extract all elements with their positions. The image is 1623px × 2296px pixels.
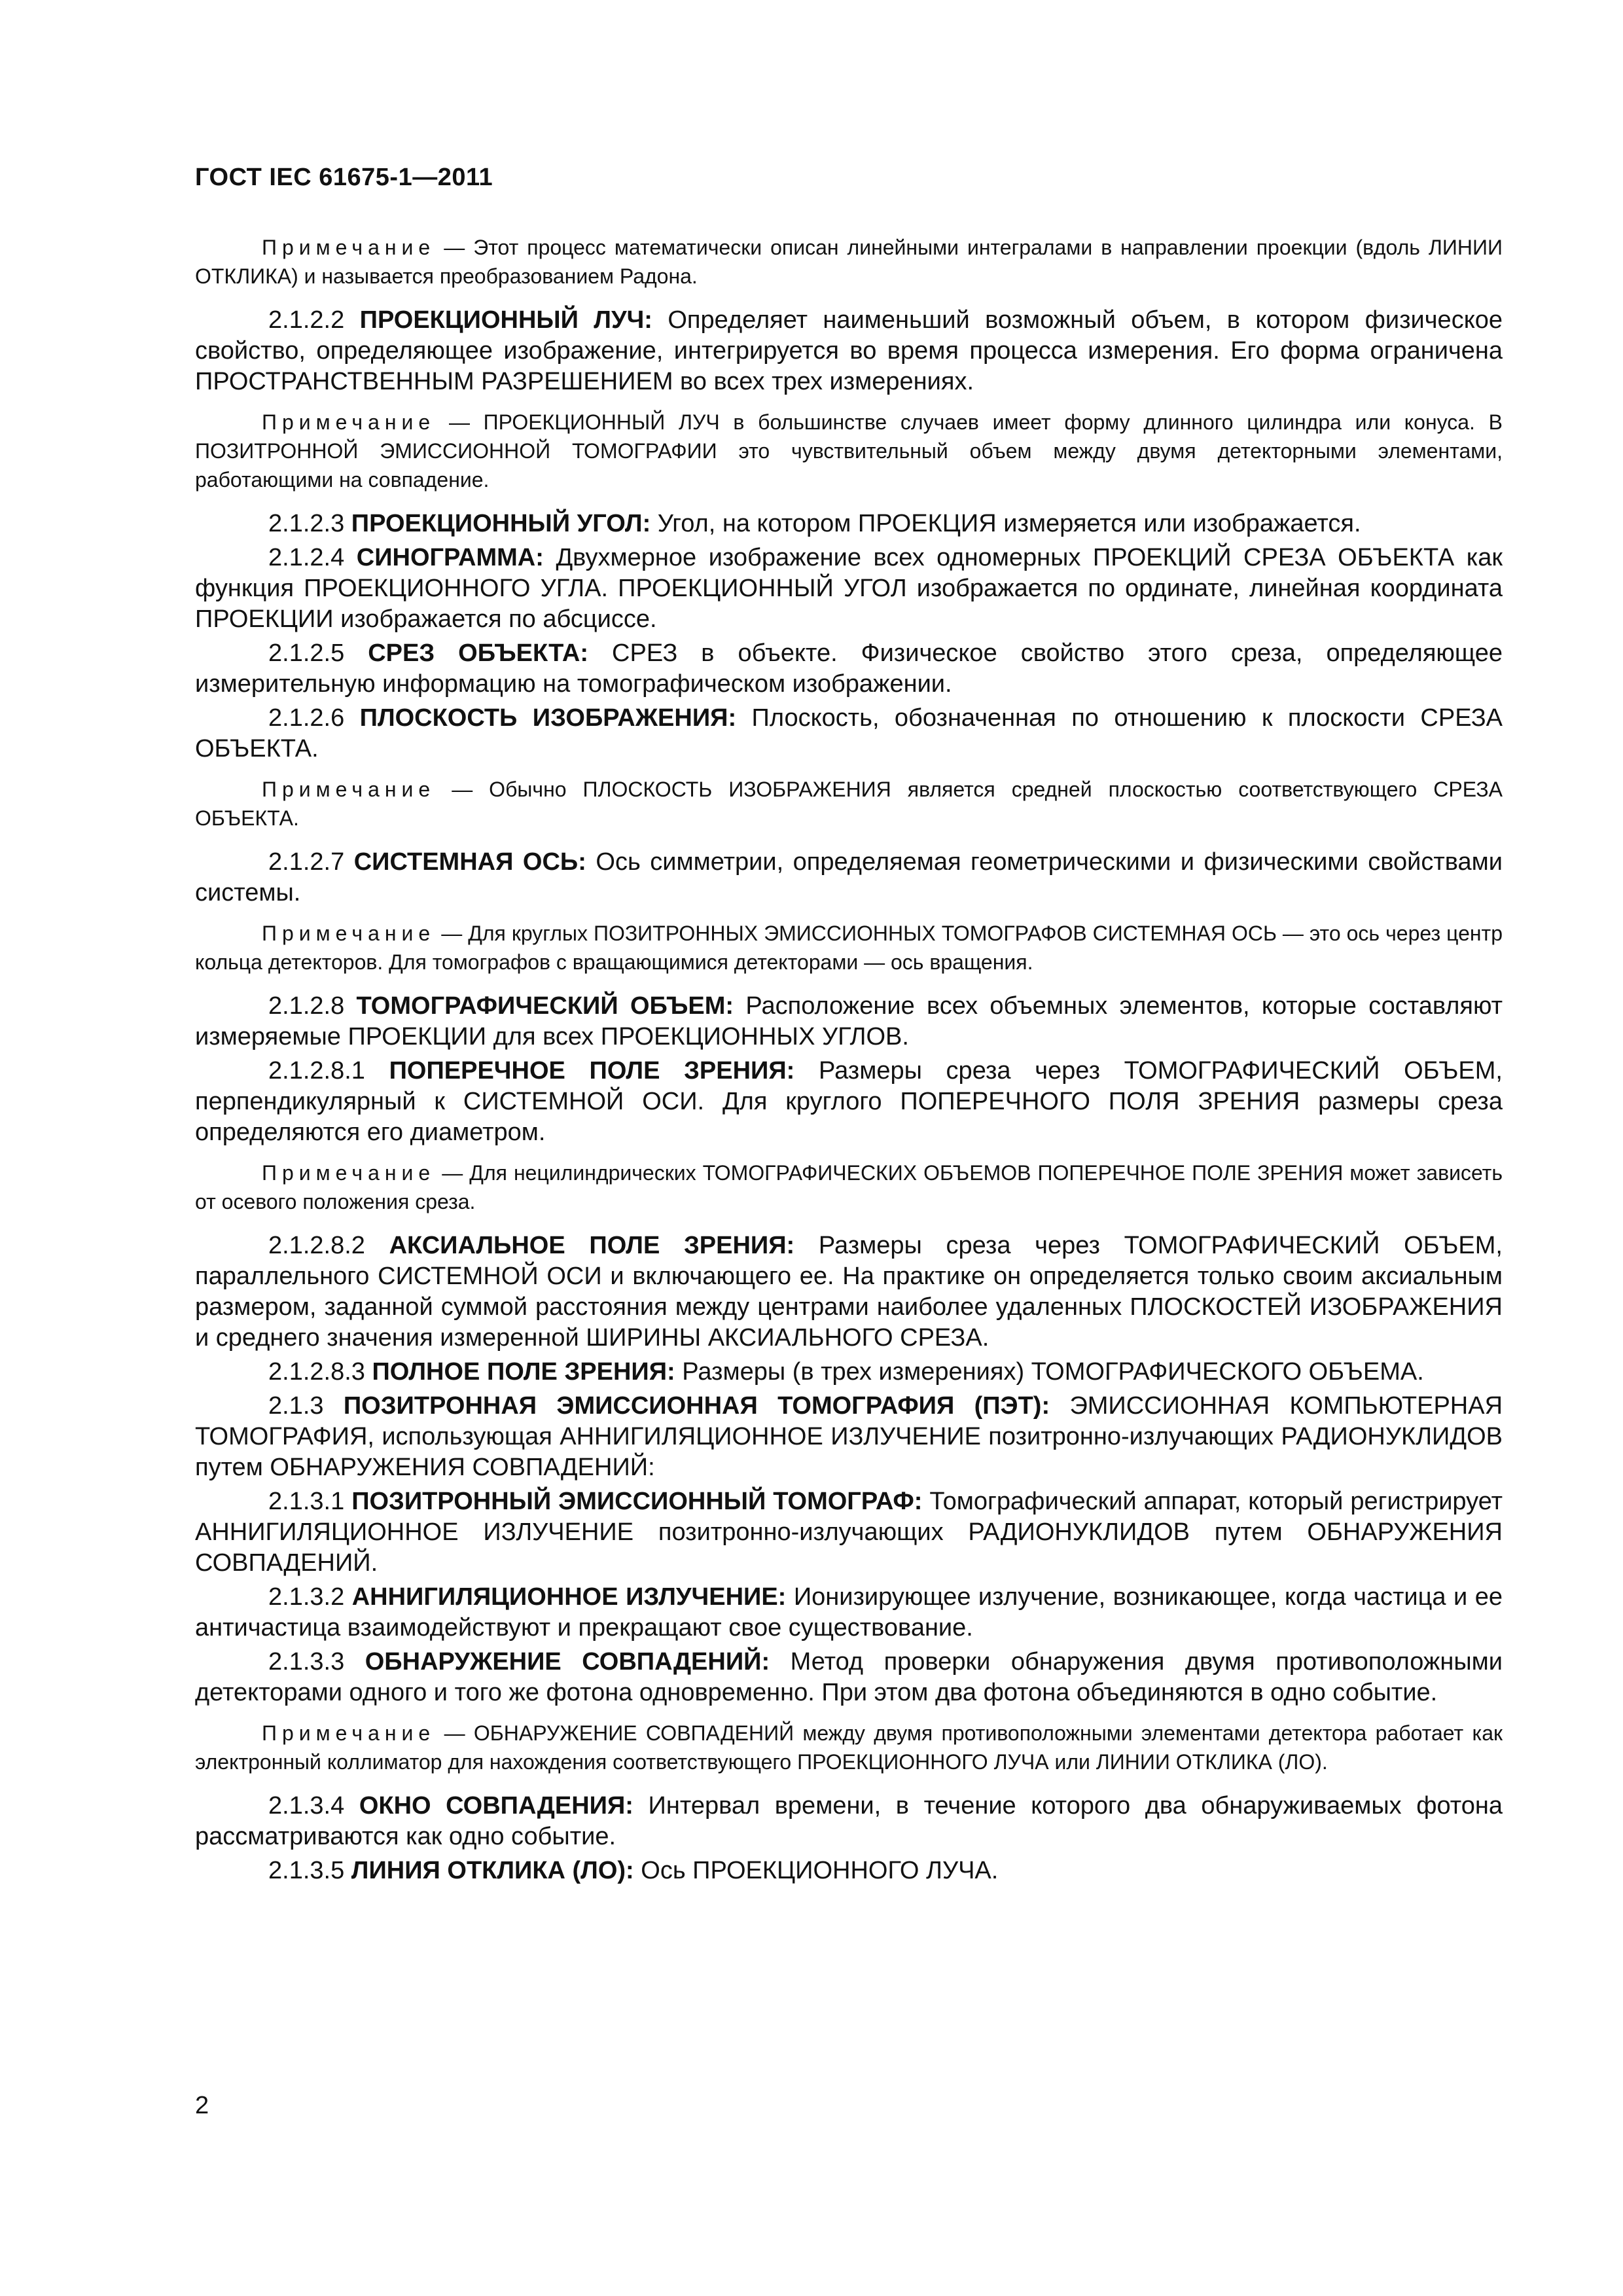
note-paragraph — [195, 233, 1503, 291]
note-paragraph — [195, 775, 1503, 833]
definition-text: Метод проверки обнаружения двумя противоположными детекторами одного и того же фотона одновременно. При этом два фотона объединяются в одно событие. — [195, 1648, 1503, 1706]
definition-paragraph — [195, 1056, 1503, 1148]
note-text: — ПРОЕКЦИОННЫЙ ЛУЧ в большинстве случаев имеет форму длинного цилиндра или конуса. В ПОЗИТРОННОЙ ЭМИССИОННОЙ ТОМОГРАФИИ это чувствительный объем между двумя детекторными элементами, работающими на совпадение. — [195, 410, 1503, 492]
clause-number: 2.1.2.6 — [268, 704, 345, 732]
clause-number: 2.1.2.8 — [268, 992, 345, 1020]
note-lead: Примечание — [262, 1161, 436, 1185]
note-lead: Примечание — [262, 410, 436, 434]
definition-text: Томографический аппарат, который регистрирует АННИГИЛЯЦИОННОЕ ИЗЛУЧЕНИЕ позитронно-излучающих РАДИОНУКЛИДОВ путем ОБНАРУЖЕНИЯ СОВПАДЕНИЙ. — [195, 1488, 1503, 1577]
note-paragraph — [195, 919, 1503, 977]
definition-paragraph — [195, 703, 1503, 764]
defined-term: СРЕЗ ОБЪЕКТА: — [368, 639, 589, 667]
note-lead: Примечание — [262, 236, 436, 259]
clause-number: 2.1.2.2 — [268, 306, 345, 334]
clause-number: 2.1.3.4 — [268, 1792, 345, 1820]
clause-number: 2.1.3 — [268, 1392, 324, 1420]
definition-paragraph — [195, 1486, 1503, 1579]
definition-text: Ионизирующее излучение, возникающее, когда частица и ее античастица взаимодействуют и прекращают свое существование. — [195, 1583, 1503, 1641]
defined-term: ПОПЕРЕЧНОЕ ПОЛЕ ЗРЕНИЯ: — [389, 1057, 795, 1085]
clause-number: 2.1.2.3 — [268, 510, 345, 537]
definition-paragraph — [195, 543, 1503, 635]
defined-term: АННИГИЛЯЦИОННОЕ ИЗЛУЧЕНИЕ: — [351, 1583, 787, 1611]
defined-term: ОКНО СОВПАДЕНИЯ: — [359, 1792, 633, 1820]
definition-paragraph — [195, 638, 1503, 700]
note-text: — Обычно ПЛОСКОСТЬ ИЗОБРАЖЕНИЯ является средней плоскостью соответствующего СРЕЗА ОБЪЕКТА. — [195, 778, 1503, 830]
definition-text: Интервал времени, в течение которого два обнаруживаемых фотона рассматриваются как одно событие. — [195, 1792, 1503, 1850]
definition-paragraph — [195, 1391, 1503, 1483]
note-paragraph — [195, 1719, 1503, 1776]
definition-text: Размеры среза через ТОМОГРАФИЧЕСКИЙ ОБЪЕМ, перпендикулярный к СИСТЕМНОЙ ОСИ. Для круглого ПОПЕРЕЧНОГО ПОЛЯ ЗРЕНИЯ размеры среза определяются его диаметром. — [195, 1057, 1503, 1146]
definition-text: Ось симметрии, определяемая геометрическими и физическими свойствами системы. — [195, 848, 1503, 906]
definition-text: Расположение всех объемных элементов, которые составляют измеряемые ПРОЕКЦИИ для всех ПРОЕКЦИОННЫХ УГЛОВ. — [195, 992, 1503, 1050]
clause-number: 2.1.2.7 — [268, 848, 345, 876]
note-text: — ОБНАРУЖЕНИЕ СОВПАДЕНИЙ между двумя противоположными элементами детектора работает как электронный коллиматор для нахождения соответствующего ПРОЕКЦИОННОГО ЛУЧА или ЛИНИИ ОТКЛИКА (ЛО). — [195, 1721, 1503, 1774]
defined-term: СИНОГРАММА: — [356, 544, 544, 571]
definition-text: Размеры (в трех измерениях) ТОМОГРАФИЧЕСКОГО ОБЪЕМА. — [682, 1358, 1424, 1386]
definition-text: Размеры среза через ТОМОГРАФИЧЕСКИЙ ОБЪЕМ, параллельного СИСТЕМНОЙ ОСИ и включающего ее. На практике он определяется только своим аксиальным размером, заданной суммой расстояния между центрами наиболее удаленных ПЛОСКОСТЕЙ ИЗОБРАЖЕНИЯ и среднего значения измеренной ШИРИНЫ АКСИАЛЬНОГО СРЕЗА. — [195, 1232, 1503, 1352]
defined-term: СИСТЕМНАЯ ОСЬ: — [353, 848, 586, 876]
note-text: — Для круглых ПОЗИТРОННЫХ ЭМИССИОННЫХ ТОМОГРАФОВ СИСТЕМНАЯ ОСЬ — это ось через центр кольца детекторов. Для томографов с вращающимися детекторами — ось вращения. — [195, 922, 1503, 974]
clause-number: 2.1.2.5 — [268, 639, 345, 667]
defined-term: ОБНАРУЖЕНИЕ СОВПАДЕНИЙ: — [365, 1648, 770, 1676]
definition-text: ЭМИССИОННАЯ КОМПЬЮТЕРНАЯ ТОМОГРАФИЯ, использующая АННИГИЛЯЦИОННОЕ ИЗЛУЧЕНИЕ позитронно-излучающих РАДИОНУКЛИДОВ путем ОБНАРУЖЕНИЯ СОВПАДЕНИЙ: — [195, 1392, 1503, 1481]
defined-term: ПОЗИТРОННЫЙ ЭМИССИОННЫЙ ТОМОГРАФ: — [351, 1488, 923, 1515]
defined-term: ПРОЕКЦИОННЫЙ УГОЛ: — [351, 510, 651, 537]
note-lead: Примечание — [262, 778, 436, 801]
definition-text: СРЕЗ в объекте. Физическое свойство этого среза, определяющее измерительную информацию на томографическом изображении. — [195, 639, 1503, 698]
page-number: 2 — [195, 2092, 209, 2119]
definition-paragraph — [195, 509, 1503, 539]
note-lead: Примечание — [262, 922, 436, 945]
note-text: — Для нецилиндрических ТОМОГРАФИЧЕСКИХ ОБЪЕМОВ ПОПЕРЕЧНОЕ ПОЛЕ ЗРЕНИЯ может зависеть от осевого положения среза. — [195, 1161, 1503, 1213]
document-body — [195, 223, 1503, 1890]
note-paragraph — [195, 1158, 1503, 1216]
definition-paragraph — [195, 305, 1503, 397]
definition-paragraph — [195, 1647, 1503, 1708]
clause-number: 2.1.2.8.3 — [268, 1358, 365, 1386]
definition-paragraph — [195, 991, 1503, 1052]
definition-paragraph — [195, 847, 1503, 908]
defined-term: ПОЗИТРОННАЯ ЭМИССИОННАЯ ТОМОГРАФИЯ (ПЭТ): — [343, 1392, 1050, 1420]
defined-term: ТОМОГРАФИЧЕСКИЙ ОБЪЕМ: — [356, 992, 734, 1020]
clause-number: 2.1.2.4 — [268, 544, 345, 571]
note-text: — Этот процесс математически описан линейными интегралами в направлении проекции (вдоль ЛИНИИ ОТКЛИКА) и называется преобразованием Радона. — [195, 236, 1503, 288]
definition-paragraph — [195, 1357, 1503, 1388]
clause-number: 2.1.3.1 — [268, 1488, 345, 1515]
definition-paragraph — [195, 1582, 1503, 1643]
definition-paragraph — [195, 1230, 1503, 1354]
definition-text: Определяет наименьший возможный объем, в котором физическое свойство, определяющее изображение, интегрируется во время процесса измерения. Его форма ограничена ПРОСТРАНСТВЕННЫМ РАЗРЕШЕНИЕМ во всех трех измерениях. — [195, 306, 1503, 395]
definition-text: Ось ПРОЕКЦИОННОГО ЛУЧА. — [641, 1857, 999, 1884]
document-header: ГОСТ IEC 61675-1—2011 — [195, 164, 493, 191]
defined-term: ПОЛНОЕ ПОЛЕ ЗРЕНИЯ: — [372, 1358, 675, 1386]
defined-term: ПЛОСКОСТЬ ИЗОБРАЖЕНИЯ: — [359, 704, 737, 732]
defined-term: АКСИАЛЬНОЕ ПОЛЕ ЗРЕНИЯ: — [389, 1232, 795, 1259]
clause-number: 2.1.3.3 — [268, 1648, 345, 1676]
note-paragraph — [195, 408, 1503, 494]
clause-number: 2.1.3.2 — [268, 1583, 345, 1611]
definition-paragraph — [195, 1856, 1503, 1886]
definition-text: Двухмерное изображение всех одномерных ПРОЕКЦИЙ СРЕЗА ОБЪЕКТА как функция ПРОЕКЦИОННОГО УГЛА. ПРОЕКЦИОННЫЙ УГОЛ изображается по ординате, линейная координата ПРОЕКЦИИ изображается по абсциссе. — [195, 544, 1503, 633]
definition-text: Плоскость, обозначенная по отношению к плоскости СРЕЗА ОБЪЕКТА. — [195, 704, 1503, 762]
clause-number: 2.1.2.8.2 — [268, 1232, 365, 1259]
clause-number: 2.1.3.5 — [268, 1857, 345, 1884]
definition-paragraph — [195, 1791, 1503, 1852]
note-lead: Примечание — [262, 1721, 436, 1745]
defined-term: ПРОЕКЦИОННЫЙ ЛУЧ: — [359, 306, 652, 334]
clause-number: 2.1.2.8.1 — [268, 1057, 365, 1085]
definition-text: Угол, на котором ПРОЕКЦИЯ измеряется или изображается. — [657, 510, 1361, 537]
defined-term: ЛИНИЯ ОТКЛИКА (ЛО): — [351, 1857, 634, 1884]
